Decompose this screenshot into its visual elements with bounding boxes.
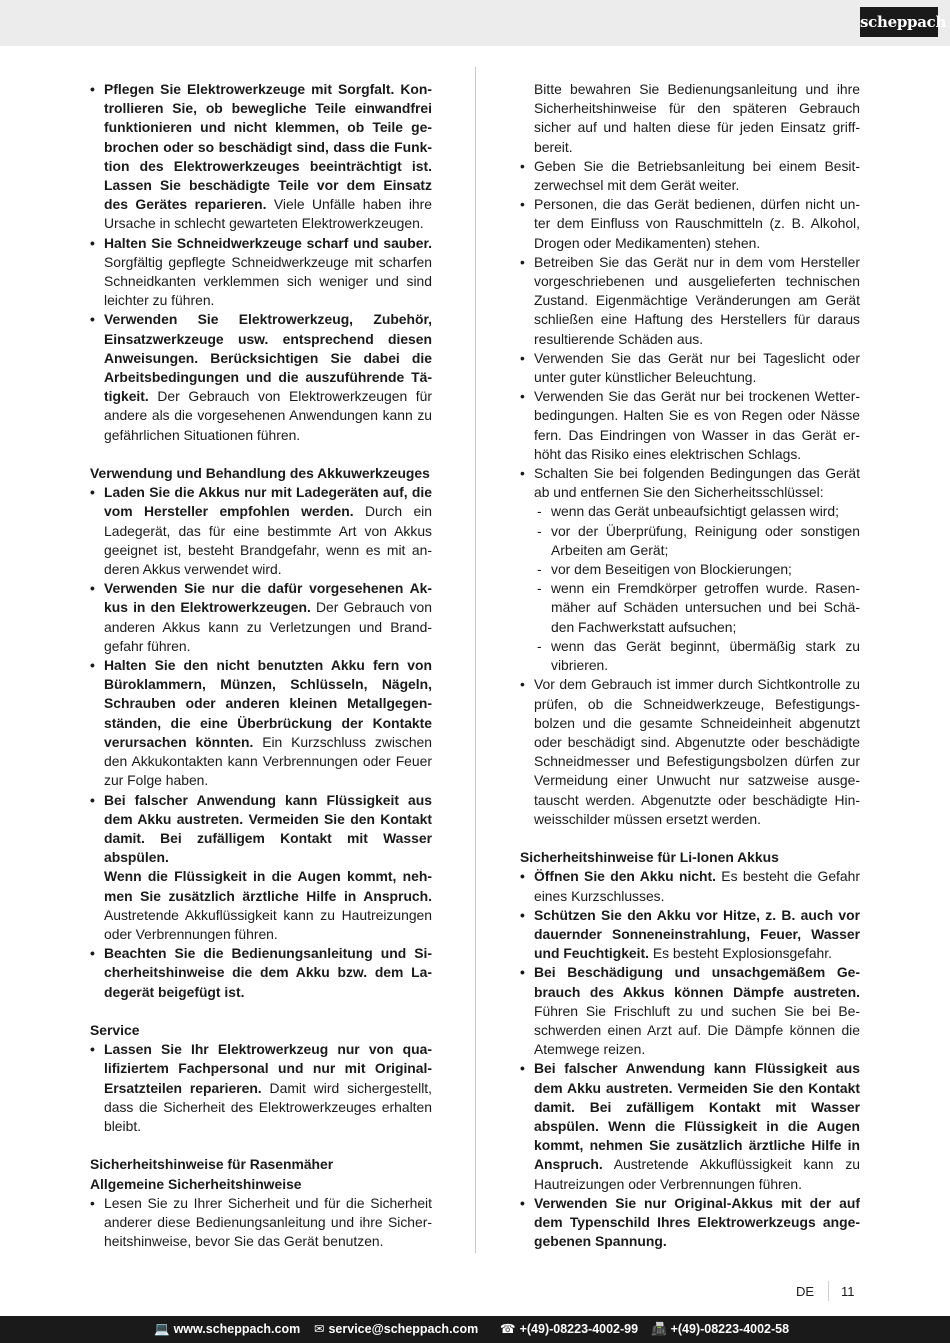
phone-icon: ☎ (500, 1322, 516, 1336)
list-item-bold: Verwenden Sie Elektrowerkzeug, Zubehör, Einsatzwerkzeuge usw. entsprechend diesen Anweisungen. Berücksichtigen Sie dabei die Arbeitsbedingungen und die auszuführende Tätigkeit. (104, 311, 432, 405)
list-akku (90, 483, 432, 867)
list-item-bold: Verwenden Sie nur die dafür vorgesehenen Akkus in den Elektrowerkzeugen. (104, 580, 432, 616)
list-item-text: Der Gebrauch von anderen Akkus kann zu Verletzungen und Brandgefahr führen. (104, 599, 432, 654)
list-item-text: Ein Kurzschluss zwischen den Akkukontakten kann Verbrennungen oder Feuer zur Folge haben. (104, 733, 432, 789)
list-rasen (90, 1194, 432, 1252)
list-general-2 (520, 675, 860, 829)
list-item (520, 349, 860, 387)
list-item (90, 1040, 432, 1136)
list-item-text: Personen, die das Gerät bedienen, dürfen nicht unter dem Einfluss von Rauschmitteln (z. B. Alkohol, Drogen oder Medikamenten) stehen. (534, 196, 860, 251)
list-item-text: Durch ein Ladegerät, das für eine bestimmte Art von Akkus geeignet ist, besteht Brandgefahr, wenn es mit anderen Akkus verwendet wird. (104, 503, 432, 578)
heading-service: Service (90, 1021, 140, 1038)
list-item-text: Sorgfältig gepflegte Schneidwerkzeuge mit scharfen Schneidkanten verklemmen sich weniger und sind leichter zu führen. (104, 253, 432, 309)
list-item-bold: Bei falscher Anwendung kann Flüssigkeit aus dem Akku austreten. Vermeiden Sie den Kontakt damit. Bei zufälligem Kontakt mit Wasser abspülen. Wenn die Flüssigkeit in die Augen kommt, nehmen Sie zusätzlich ärztliche Hilfe in Anspruch. (534, 1060, 860, 1173)
list-item (520, 387, 860, 464)
footer-email[interactable] (314, 1316, 478, 1343)
akku-continuation (90, 867, 432, 944)
left-column (90, 80, 432, 1251)
footer-email-text: service@scheppach.com (328, 1322, 479, 1336)
column-divider (475, 67, 476, 1253)
list-item-text: Der Gebrauch von Elektrowerkzeugen für andere als die vorgesehenen Anwendungen kann zu gefährlichen Situationen führen. (104, 388, 432, 443)
brand-logo: scheppach (860, 7, 938, 37)
list-item-text: Es besteht Explosionsgefahr. (648, 945, 832, 962)
footer-website[interactable] (154, 1316, 300, 1343)
list-akku-2 (90, 944, 432, 1002)
page-language: DE (796, 1284, 815, 1299)
list-item (90, 234, 432, 311)
list-item (520, 963, 860, 1059)
list-general-1 (520, 157, 860, 503)
right-column (520, 80, 860, 1251)
list-item-bold: Laden Sie die Akkus nur mit Ladegeräten auf, die vom Hersteller empfohlen werden. (104, 484, 432, 520)
page-separator (828, 1281, 829, 1301)
footer-phone[interactable] (500, 1316, 638, 1343)
right-intro-text: Bitte bewahren Sie Bedienungsanleitung und ihre Sicherheitshinweise für den späteren Gebrauch sicher auf und halten diese für jeden Einsatz griffbereit. (534, 81, 860, 155)
mail-icon: ✉ (314, 1322, 325, 1336)
list-item-bold: Öffnen Sie den Akku nicht. (534, 868, 716, 885)
list-item (520, 157, 860, 195)
list-item-text: Verwenden Sie das Gerät nur bei trockenen Wetterbedingungen. Halten Sie es von Regen oder Nässe fern. Das Eindringen von Wasser in das Gerät erhöht das Risiko eines elektrischen Schlags. (534, 388, 860, 462)
list-item (90, 483, 432, 579)
list-item-text: Viele Unfälle haben ihre Ursache in schlecht gewarteten Elektrowerkzeugen. (104, 196, 432, 232)
list-item (520, 195, 860, 253)
list-item-bold: Verwenden Sie nur Original-Akkus mit der auf dem Typenschild Ihres Elektrowerkzeugs angegebenen Spannung. (534, 1194, 860, 1250)
list-item-text: Damit wird sichergestellt, dass die Sicherheit des Elektrowerkzeuges erhalten bleibt. (104, 1079, 432, 1134)
heading-li-ionen: Sicherheitshinweise für Li-Ionen Akkus (520, 849, 779, 866)
footer-fax[interactable] (651, 1316, 789, 1343)
list-item (520, 675, 860, 829)
list-item-text: Geben Sie die Betriebsanleitung bei einem Besitzerwechsel mit dem Gerät weiter. (534, 157, 860, 194)
footer-phone-text: +(49)-08223-4002-99 (519, 1322, 639, 1336)
list-item (90, 656, 432, 790)
list-item-bold: Pflegen Sie Elektrowerkzeuge mit Sorgfalt. Kontrollieren Sie, ob bewegliche Teile einwandfrei funktionieren und nicht klemmen, ob Teile gebrochen oder so beschädigt sind, dass die Funktion des Elektrowerkzeuges beeinträchtigt ist. Lassen Sie beschädigte Teile vor dem Einsatz des Gerätes reparieren. (104, 81, 432, 213)
list-item (90, 310, 432, 444)
footer-fax-text: +(49)-08223-4002-58 (670, 1322, 790, 1336)
page-number: 11 (841, 1284, 855, 1299)
list-service (90, 1040, 432, 1136)
list-item-text: Lesen Sie zu Ihrer Sicherheit und für die Sicherheit anderer diese Bedienungsanleitung und ihre Sicherheitshinweise, bevor Sie das Gerät benutzen. (104, 1194, 432, 1250)
list-item-text: Führen Sie Frischluft zu und suchen Sie bei Beschwerden einen Arzt auf. Die Dämpfe können die Atemwege reizen. (534, 1002, 860, 1058)
dash-item: - vor dem Beseitigen von Blockierungen; (534, 560, 860, 579)
list-item (90, 80, 432, 234)
dash-item: - wenn das Gerät beginnt, übermäßig stark zu vibrieren. (534, 637, 860, 675)
list-intro (90, 80, 432, 445)
list-item (520, 253, 860, 349)
list-item-text: Betreiben Sie das Gerät nur in dem vom Hersteller vorgeschriebenen und ausgelieferten technischen Zustand. Eigenmächtige Veränderungen am Gerät schließen eine Haftung des Herstellers für daraus resultierende Schäden aus. (534, 253, 860, 347)
list-item (520, 1059, 860, 1193)
list-item (90, 1194, 432, 1252)
computer-icon: 💻 (154, 1322, 170, 1336)
list-item (520, 464, 860, 502)
list-item-bold: Lassen Sie Ihr Elektrowerkzeug nur von qualifiziertem Fachpersonal und nur mit Original-Ersatzteilen reparieren. (104, 1041, 432, 1096)
list-item-bold: Bei Beschädigung und unsachgemäßem Gebrauch des Akkus können Dämpfe austreten. (534, 964, 860, 1000)
footer-bar (0, 1316, 950, 1343)
list-item (90, 579, 432, 656)
akku-cont-bold: Wenn die Flüssigkeit in die Augen kommt, nehmen Sie zusätzlich ärztliche Hilfe in Anspruch. (104, 868, 432, 904)
list-item-text: Schalten Sie bei folgenden Bedingungen das Gerät ab und entfernen Sie den Sicherheitsschlüssel: (534, 465, 860, 501)
dash-item: - wenn das Gerät unbeaufsichtigt gelassen wird; (534, 502, 860, 521)
heading-allgemein: Allgemeine Sicherheitshinweise (90, 1175, 302, 1192)
list-item-text: Verwenden Sie das Gerät nur bei Tageslicht oder unter guter künstlicher Beleuchtung. (534, 349, 860, 386)
fax-icon: 📠 (651, 1322, 667, 1336)
list-item-bold: Halten Sie Schneidwerkzeuge scharf und sauber. (104, 234, 432, 251)
list-item (90, 944, 432, 1002)
list-shutdown-conditions (520, 502, 860, 675)
list-item-text: Vor dem Gebrauch ist immer durch Sichtkontrolle zu prüfen, ob die Schneidwerkzeuge, Befestigungsbolzen und die gesamte Schneideinheit abgenutzt oder beschädigt sind. Abgenutzte oder beschädigte Schneidmesser und Befestigungsbolzen dürfen zur Vermeidung einer Unwucht nur satzweise ausgetauscht werden. Abgenutzte oder beschädigte Hinweisschilder müssen ersetzt werden. (534, 676, 860, 827)
heading-rasen: Sicherheitshinweise für Rasenmäher (90, 1156, 334, 1173)
list-item-text: Austretende Akkuflüssigkeit kann zu Hautreizungen oder Verbrennungen führen. (534, 1156, 860, 1192)
list-item (520, 906, 860, 964)
list-item-bold: Beachten Sie die Bedienungsanleitung und Sicherheitshinweise die dem Akku bzw. dem Ladegerät beigefügt ist. (104, 945, 432, 1000)
footer-website-text: www.scheppach.com (173, 1322, 301, 1336)
page-indicator (796, 1284, 855, 1301)
list-item-bold: Schützen Sie den Akku vor Hitze, z. B. auch vor dauernder Sonneneinstrahlung, Feuer, Wasser und Feuchtigkeit. (534, 906, 860, 962)
akku-cont-text: Austretende Akkuflüssigkeit kann zu Hautreizungen oder Verbrennungen führen. (104, 906, 432, 942)
header-bar (0, 0, 950, 46)
list-item-bold: Bei falscher Anwendung kann Flüssigkeit aus dem Akku austreten. Vermeiden Sie den Kontakt damit. Bei zufälligem Kontakt mit Wasser abspülen. (104, 791, 432, 866)
list-li-ionen (520, 867, 860, 1251)
heading-akku: Verwendung und Behandlung des Akkuwerkzeuges (90, 465, 430, 482)
dash-item: - wenn ein Fremdkörper getroffen wurde. Rasenmäher auf Schäden untersuchen und bei Schäden Fachwerkstatt aufsuchen; (534, 579, 860, 637)
dash-item: - vor der Überprüfung, Reinigung oder sonstigen Arbeiten am Gerät; (534, 522, 860, 560)
list-item-text: Es besteht die Gefahr eines Kurzschlusses. (534, 868, 860, 904)
list-item (520, 867, 860, 905)
list-item-bold: Halten Sie den nicht benutzten Akku fern von Büroklammern, Münzen, Schlüsseln, Nägeln, Schrauben oder anderen kleinen Metallgegenständen, die eine Überbrückung der Kontakte verursachen könnten. (104, 657, 432, 750)
list-item (90, 791, 432, 868)
list-item (520, 1194, 860, 1252)
